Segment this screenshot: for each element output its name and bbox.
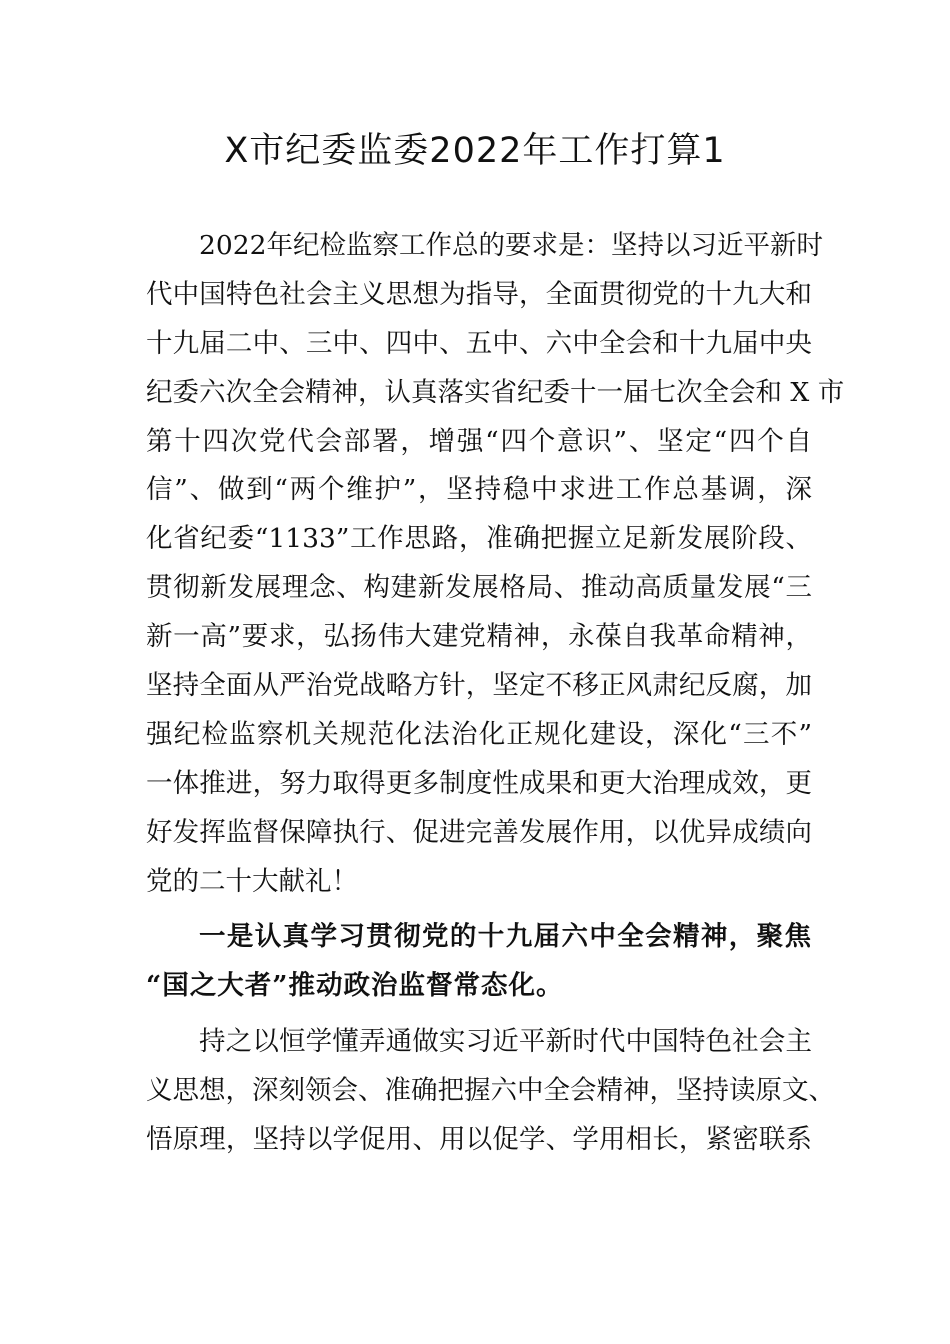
paragraph-line: 强纪检监察机关规范化法治化正规化建设，深化“三不” <box>146 718 812 750</box>
paragraph-line: 代中国特色社会主义思想为指导，全面贯彻党的十九大和 <box>146 278 812 310</box>
paragraph-line: 持之以恒学懂弄通做实习近平新时代中国特色社会主 <box>199 1026 812 1058</box>
heading-line: “国之大者”推动政治监督常态化。 <box>146 970 564 1002</box>
paragraph-line: 贯彻新发展理念、构建新发展格局、推动高质量发展“三 <box>146 572 812 604</box>
paragraph-line: 化省纪委“1133”工作思路，准确把握立足新发展阶段、 <box>146 523 812 555</box>
paragraph-line: 新一高”要求，弘扬伟大建党精神，永葆自我革命精神， <box>146 621 812 653</box>
paragraph-line: 党的二十大献礼！ <box>146 865 358 897</box>
heading-line: 一是认真学习贯彻党的十九届六中全会精神，聚焦 <box>199 921 812 953</box>
paragraph-line: 好发挥监督保障执行、促进完善发展作用，以优异成绩向 <box>146 816 812 848</box>
paragraph-line: 坚持全面从严治党战略方针，坚定不移正风肃纪反腐，加 <box>146 670 812 702</box>
section-heading <box>146 913 812 1011</box>
paragraph-requirements <box>146 222 845 906</box>
paragraph-line: 第十四次党代会部署，增强“四个意识”、坚定“四个自 <box>146 425 812 457</box>
paragraph-line: 信”、做到“两个维护”，坚持稳中求进工作总基调，深 <box>146 474 812 506</box>
paragraph-line: 义思想，深刻领会、准确把握六中全会精神，坚持读原文、 <box>146 1075 835 1107</box>
document-title: X市纪委监委2022年工作打算1 <box>224 131 726 171</box>
paragraph-line: 一体推进，努力取得更多制度性成果和更大治理成效，更 <box>146 767 812 799</box>
paragraph-line: 纪委六次全会精神，认真落实省纪委十一届七次全会和 X 市 <box>146 376 845 408</box>
paragraph-line: 十九届二中、三中、四中、五中、六中全会和十九届中央 <box>146 327 812 359</box>
document-body <box>146 222 845 1165</box>
paragraph-study <box>146 1018 835 1165</box>
paragraph-line: 2022年纪检监察工作总的要求是：坚持以习近平新时 <box>199 230 823 261</box>
paragraph-line: 悟原理，坚持以学促用、用以促学、学用相长，紧密联系 <box>146 1124 812 1156</box>
